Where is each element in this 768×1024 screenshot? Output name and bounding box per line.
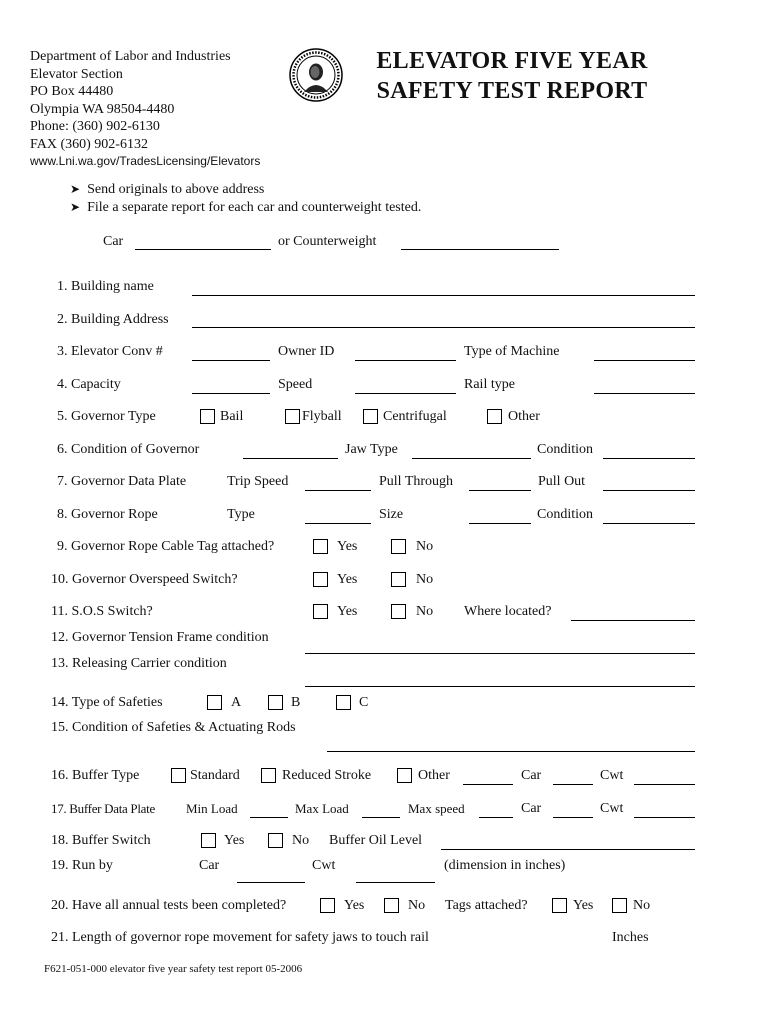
dept-name: Department of Labor and Industries (30, 49, 231, 64)
overspeed-switch-label: 10. Governor Overspeed Switch? (51, 572, 238, 587)
safeties-condition-label: 15. Condition of Safeties & Actuating Rods (51, 720, 296, 735)
tags-no-label: No (633, 898, 651, 913)
overspeed-yes-label: Yes (337, 572, 358, 587)
type-of-machine-label: Type of Machine (464, 344, 560, 359)
tags-attached-label: Tags attached? (445, 898, 528, 913)
instruction-1: ➤ Send originals to above address (70, 182, 265, 197)
owner-id-field[interactable] (355, 360, 456, 361)
flyball-label: Flyball (302, 409, 342, 424)
bail-checkbox[interactable] (200, 409, 215, 424)
annual-tests-yes-label: Yes (344, 898, 365, 913)
run-by-car-label: Car (199, 858, 220, 873)
tags-yes-checkbox[interactable] (552, 898, 567, 913)
type-of-machine-field[interactable] (594, 360, 695, 361)
safety-c-label: C (359, 695, 369, 710)
owner-id-label: Owner ID (278, 344, 335, 359)
inches-label: Inches (612, 930, 649, 945)
building-address-field[interactable] (192, 327, 695, 328)
title-line-2: SAFETY TEST REPORT (376, 78, 648, 104)
safety-b-label: B (291, 695, 301, 710)
website-url: www.Lni.wa.gov/TradesLicensing/Elevators (30, 154, 261, 168)
arrow-bullet-icon: ➤ (70, 200, 81, 214)
buffer-car-field[interactable] (553, 784, 593, 785)
sos-yes-label: Yes (337, 604, 358, 619)
buffer-car-label: Car (521, 768, 542, 783)
max-load-label: Max Load (295, 801, 349, 816)
buffer-type-label: 16. Buffer Type (51, 768, 140, 783)
run-by-cwt-field[interactable] (356, 882, 435, 883)
centrifugal-label: Centrifugal (383, 409, 447, 424)
buffer-switch-no-checkbox[interactable] (268, 833, 283, 848)
safety-b-checkbox[interactable] (268, 695, 283, 710)
pull-out-field[interactable] (603, 490, 695, 491)
rail-type-field[interactable] (594, 393, 695, 394)
overspeed-no-label: No (416, 572, 434, 587)
title-line-1: ELEVATOR FIVE YEAR (376, 48, 648, 74)
counterweight-field[interactable] (401, 249, 559, 250)
pull-out-label: Pull Out (538, 474, 586, 489)
rope-condition-field[interactable] (603, 523, 695, 524)
bail-label: Bail (220, 409, 244, 424)
cable-tag-yes-checkbox[interactable] (313, 539, 328, 554)
speed-label: Speed (278, 377, 313, 392)
pull-through-field[interactable] (469, 490, 531, 491)
elevator-conv-label: 3. Elevator Conv # (57, 344, 163, 359)
speed-field[interactable] (355, 393, 456, 394)
buffer-switch-yes-checkbox[interactable] (201, 833, 216, 848)
tension-frame-field[interactable] (305, 653, 695, 654)
elevator-conv-field[interactable] (192, 360, 270, 361)
annual-tests-label: 20. Have all annual tests been completed? (51, 898, 287, 913)
annual-tests-no-label: No (408, 898, 426, 913)
instruction-2: ➤ File a separate report for each car and counterweight tested. (70, 200, 422, 215)
governor-condition-field[interactable] (603, 458, 695, 459)
arrow-bullet-icon: ➤ (70, 182, 81, 196)
governor-condition-label: Condition (537, 442, 594, 457)
buffer-reduced-label: Reduced Stroke (282, 768, 372, 783)
capacity-label: 4. Capacity (57, 377, 121, 392)
buffer-standard-checkbox[interactable] (171, 768, 186, 783)
agency-address (30, 48, 231, 153)
capacity-field[interactable] (192, 393, 270, 394)
type-of-safeties-label: 14. Type of Safeties (51, 695, 163, 710)
overspeed-yes-checkbox[interactable] (313, 572, 328, 587)
cable-tag-label: 9. Governor Rope Cable Tag attached? (57, 539, 275, 554)
sos-no-checkbox[interactable] (391, 604, 406, 619)
fax-line: FAX (360) 902-6132 (30, 136, 148, 152)
buffer-data-plate-label: 17. Buffer Data Plate (51, 801, 155, 816)
building-name-field[interactable] (192, 295, 695, 296)
min-load-field[interactable] (250, 817, 288, 818)
centrifugal-checkbox[interactable] (363, 409, 378, 424)
cable-tag-no-label: No (416, 539, 434, 554)
buffer-other-checkbox[interactable] (397, 768, 412, 783)
trip-speed-field[interactable] (305, 490, 371, 491)
sos-switch-label: 11. S.O.S Switch? (51, 604, 153, 619)
releasing-carrier-field[interactable] (305, 686, 695, 687)
tension-frame-label: 12. Governor Tension Frame condition (51, 630, 269, 645)
overspeed-no-checkbox[interactable] (391, 572, 406, 587)
plate-cwt-field[interactable] (634, 817, 695, 818)
buffer-switch-no-label: No (292, 833, 310, 848)
max-load-field[interactable] (362, 817, 400, 818)
where-located-label: Where located? (464, 604, 552, 619)
max-speed-field[interactable] (479, 817, 513, 818)
report-title (356, 46, 668, 106)
phone-line: Phone: (360) 902-6130 (30, 119, 160, 134)
safety-c-checkbox[interactable] (336, 695, 351, 710)
run-by-label: 19. Run by (51, 858, 113, 873)
buffer-oil-level-field[interactable] (441, 849, 695, 850)
plate-car-label: Car (521, 801, 542, 816)
buffer-switch-label: 18. Buffer Switch (51, 833, 151, 848)
rope-type-label: Type (227, 507, 255, 522)
building-name-label: 1. Building name (57, 279, 154, 294)
plate-car-field[interactable] (553, 817, 593, 818)
car-field[interactable] (135, 249, 271, 250)
other-governor-label: Other (508, 409, 540, 424)
safety-a-label: A (231, 695, 242, 710)
run-by-cwt-label: Cwt (312, 858, 336, 873)
buffer-reduced-checkbox[interactable] (261, 768, 276, 783)
jaw-type-field[interactable] (412, 458, 531, 459)
buffer-other-label: Other (418, 768, 450, 783)
where-located-field[interactable] (571, 620, 695, 621)
rope-condition-label: Condition (537, 507, 594, 522)
releasing-carrier-label: 13. Releasing Carrier condition (51, 656, 227, 671)
rope-type-field[interactable] (305, 523, 371, 524)
run-by-car-field[interactable] (237, 882, 305, 883)
tags-yes-label: Yes (573, 898, 594, 913)
buffer-cwt-field[interactable] (634, 784, 695, 785)
rope-size-field[interactable] (469, 523, 531, 524)
safeties-condition-field[interactable] (327, 751, 695, 752)
form-footer: F621-051-000 elevator five year safety test report 05-2006 (44, 963, 303, 975)
max-speed-label: Max speed (408, 801, 465, 816)
city-line: Olympia WA 98504-4480 (30, 101, 175, 117)
condition-of-governor-field[interactable] (243, 458, 338, 459)
buffer-cwt-label: Cwt (600, 768, 624, 783)
cable-tag-yes-label: Yes (337, 539, 358, 554)
cable-tag-no-checkbox[interactable] (391, 539, 406, 554)
trip-speed-label: Trip Speed (227, 474, 289, 489)
sos-yes-checkbox[interactable] (313, 604, 328, 619)
condition-of-governor-label: 6. Condition of Governor (57, 442, 200, 457)
state-seal-icon (289, 48, 343, 102)
car-label: Car (103, 234, 124, 249)
governor-rope-label: 8. Governor Rope (57, 507, 158, 522)
flyball-checkbox[interactable] (285, 409, 300, 424)
safety-a-checkbox[interactable] (207, 695, 222, 710)
rope-size-label: Size (379, 507, 404, 522)
buffer-other-field[interactable] (463, 784, 513, 785)
buffer-oil-level-label: Buffer Oil Level (329, 833, 423, 848)
other-governor-checkbox[interactable] (487, 409, 502, 424)
pull-through-label: Pull Through (379, 474, 454, 489)
sos-no-label: No (416, 604, 434, 619)
jaw-type-label: Jaw Type (345, 442, 398, 457)
plate-cwt-label: Cwt (600, 801, 624, 816)
building-address-label: 2. Building Address (57, 312, 169, 327)
rail-type-label: Rail type (464, 377, 515, 392)
governor-type-label: 5. Governor Type (57, 409, 156, 424)
section-name: Elevator Section (30, 66, 123, 82)
buffer-switch-yes-label: Yes (224, 833, 245, 848)
tags-no-checkbox[interactable] (612, 898, 627, 913)
counterweight-label: or Counterweight (278, 234, 377, 249)
dimension-note: (dimension in inches) (444, 858, 566, 873)
buffer-standard-label: Standard (190, 768, 240, 783)
rope-movement-label: 21. Length of governor rope movement for safety jaws to touch rail (51, 930, 429, 945)
po-box: PO Box 44480 (30, 84, 114, 99)
annual-tests-yes-checkbox[interactable] (320, 898, 335, 913)
annual-tests-no-checkbox[interactable] (384, 898, 399, 913)
min-load-label: Min Load (186, 801, 238, 816)
governor-data-plate-label: 7. Governor Data Plate (57, 474, 187, 489)
